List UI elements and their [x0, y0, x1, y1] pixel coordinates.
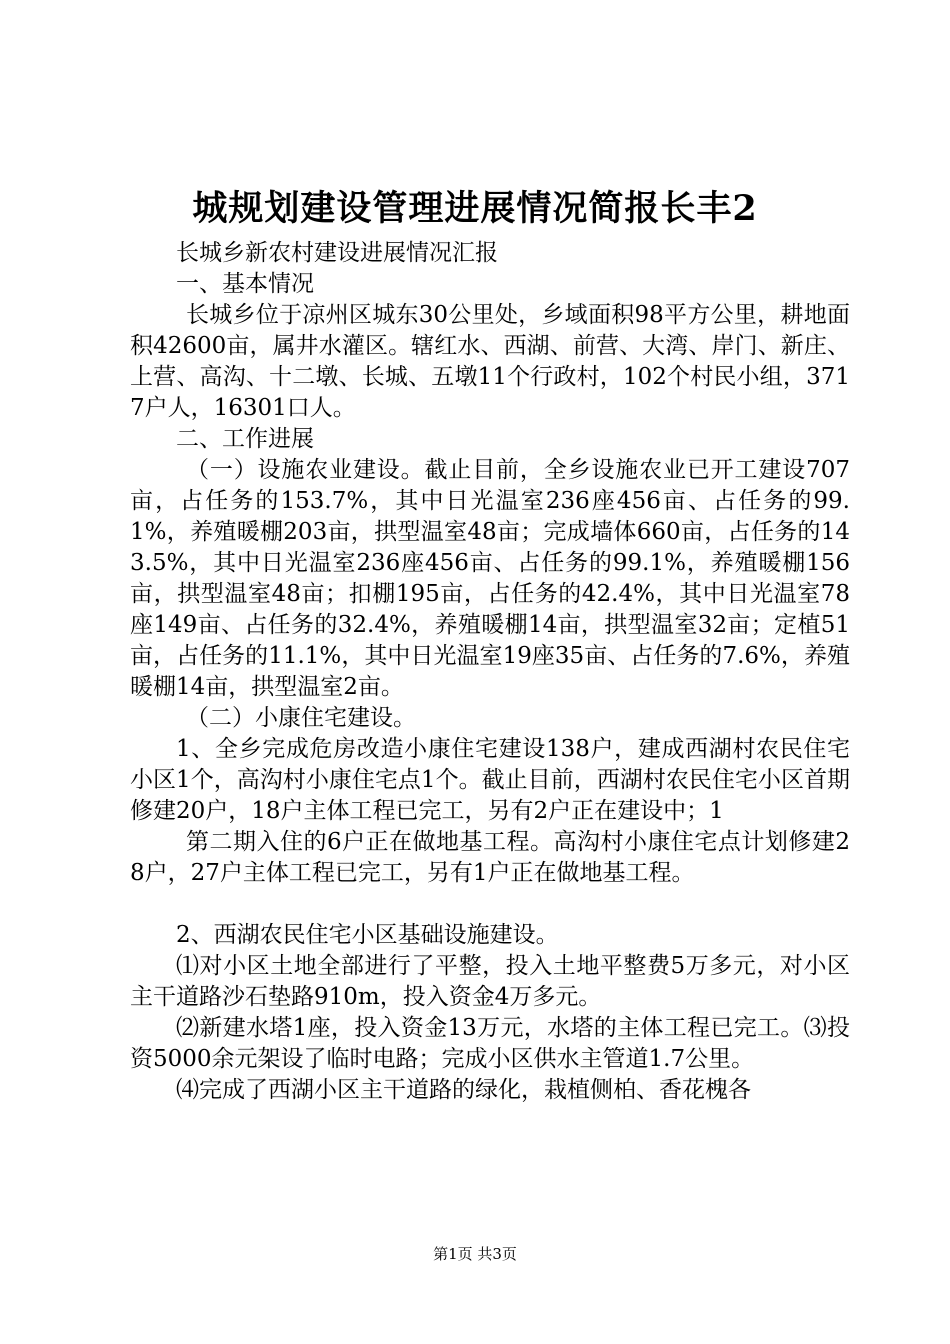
page-footer: 第1页 共3页 — [433, 1245, 517, 1263]
paragraph-basic-info: 长城乡位于凉州区城东30公里处，乡域面积98平方公里，耕地面积42600亩，属井水灌区。辖红水、西湖、前营、大湾、岸门、新庄、上营、高沟、十二墩、长城、五墩11个行政村，102个村民小组，3717户人，16301口人。 — [130, 302, 850, 421]
paragraph-report-heading: 长城乡新农村建设进展情况汇报 — [176, 240, 498, 266]
paragraph-housing-phase2: 第二期入住的6户正在做地基工程。高沟村小康住宅点计划修建28户，27户主体工程已完工，另有1户正在做地基工程。 — [130, 829, 850, 886]
paragraph-infrastructure-heading: 2、西湖农民住宅小区基础设施建设。 — [176, 922, 559, 948]
paragraph-facility-agriculture: （一）设施农业建设。截止目前，全乡设施农业已开工建设707亩，占任务的153.7%，其中日光温室236座456亩、占任务的99.1%，养殖暖棚203亩，拱型温室48亩；完成墙体660亩，占任务的143.5%，其中日光温室236座456亩、占任务的99.1%，养殖暖棚156亩，拱型温室48亩；扣棚195亩，占任务的42.4%，其中日光温室78座149亩、占任务的32.4%，养殖暖棚14亩，拱型温室32亩；定植51亩，占任务的11.1%，其中日光温室19座35亩、占任务的7.6%，养殖暖棚14亩，拱型温室2亩。 — [130, 457, 850, 700]
paragraph-item-4: ⑷完成了西湖小区主干道路的绿化，栽植侧柏、香花槐各 — [176, 1077, 751, 1103]
document-body — [130, 238, 850, 1106]
document-title: 城规划建设管理进展情况简报长丰2 — [192, 188, 758, 229]
paragraph-item-2: ⑵新建水塔1座，投入资金13万元，水塔的主体工程已完工。⑶投资5000余元架设了临时电路；完成小区供水主管道1.7公里。 — [130, 1015, 850, 1072]
section-heading-basic: 一、基本情况 — [176, 271, 314, 297]
subheading-housing: （二）小康住宅建设。 — [186, 705, 416, 731]
paragraph-spacer — [130, 889, 850, 920]
paragraph-item-1: ⑴对小区土地全部进行了平整，投入土地平整费5万多元，对小区主干道路沙石垫路910m，投入资金4万多元。 — [130, 953, 850, 1010]
section-heading-progress: 二、工作进展 — [176, 426, 314, 452]
paragraph-housing-1: 1、全乡完成危房改造小康住宅建设138户，建成西湖村农民住宅小区1个，高沟村小康住宅点1个。截止目前，西湖村农民住宅小区首期修建20户，18户主体工程已完工，另有2户正在建设中；1 — [130, 736, 850, 824]
